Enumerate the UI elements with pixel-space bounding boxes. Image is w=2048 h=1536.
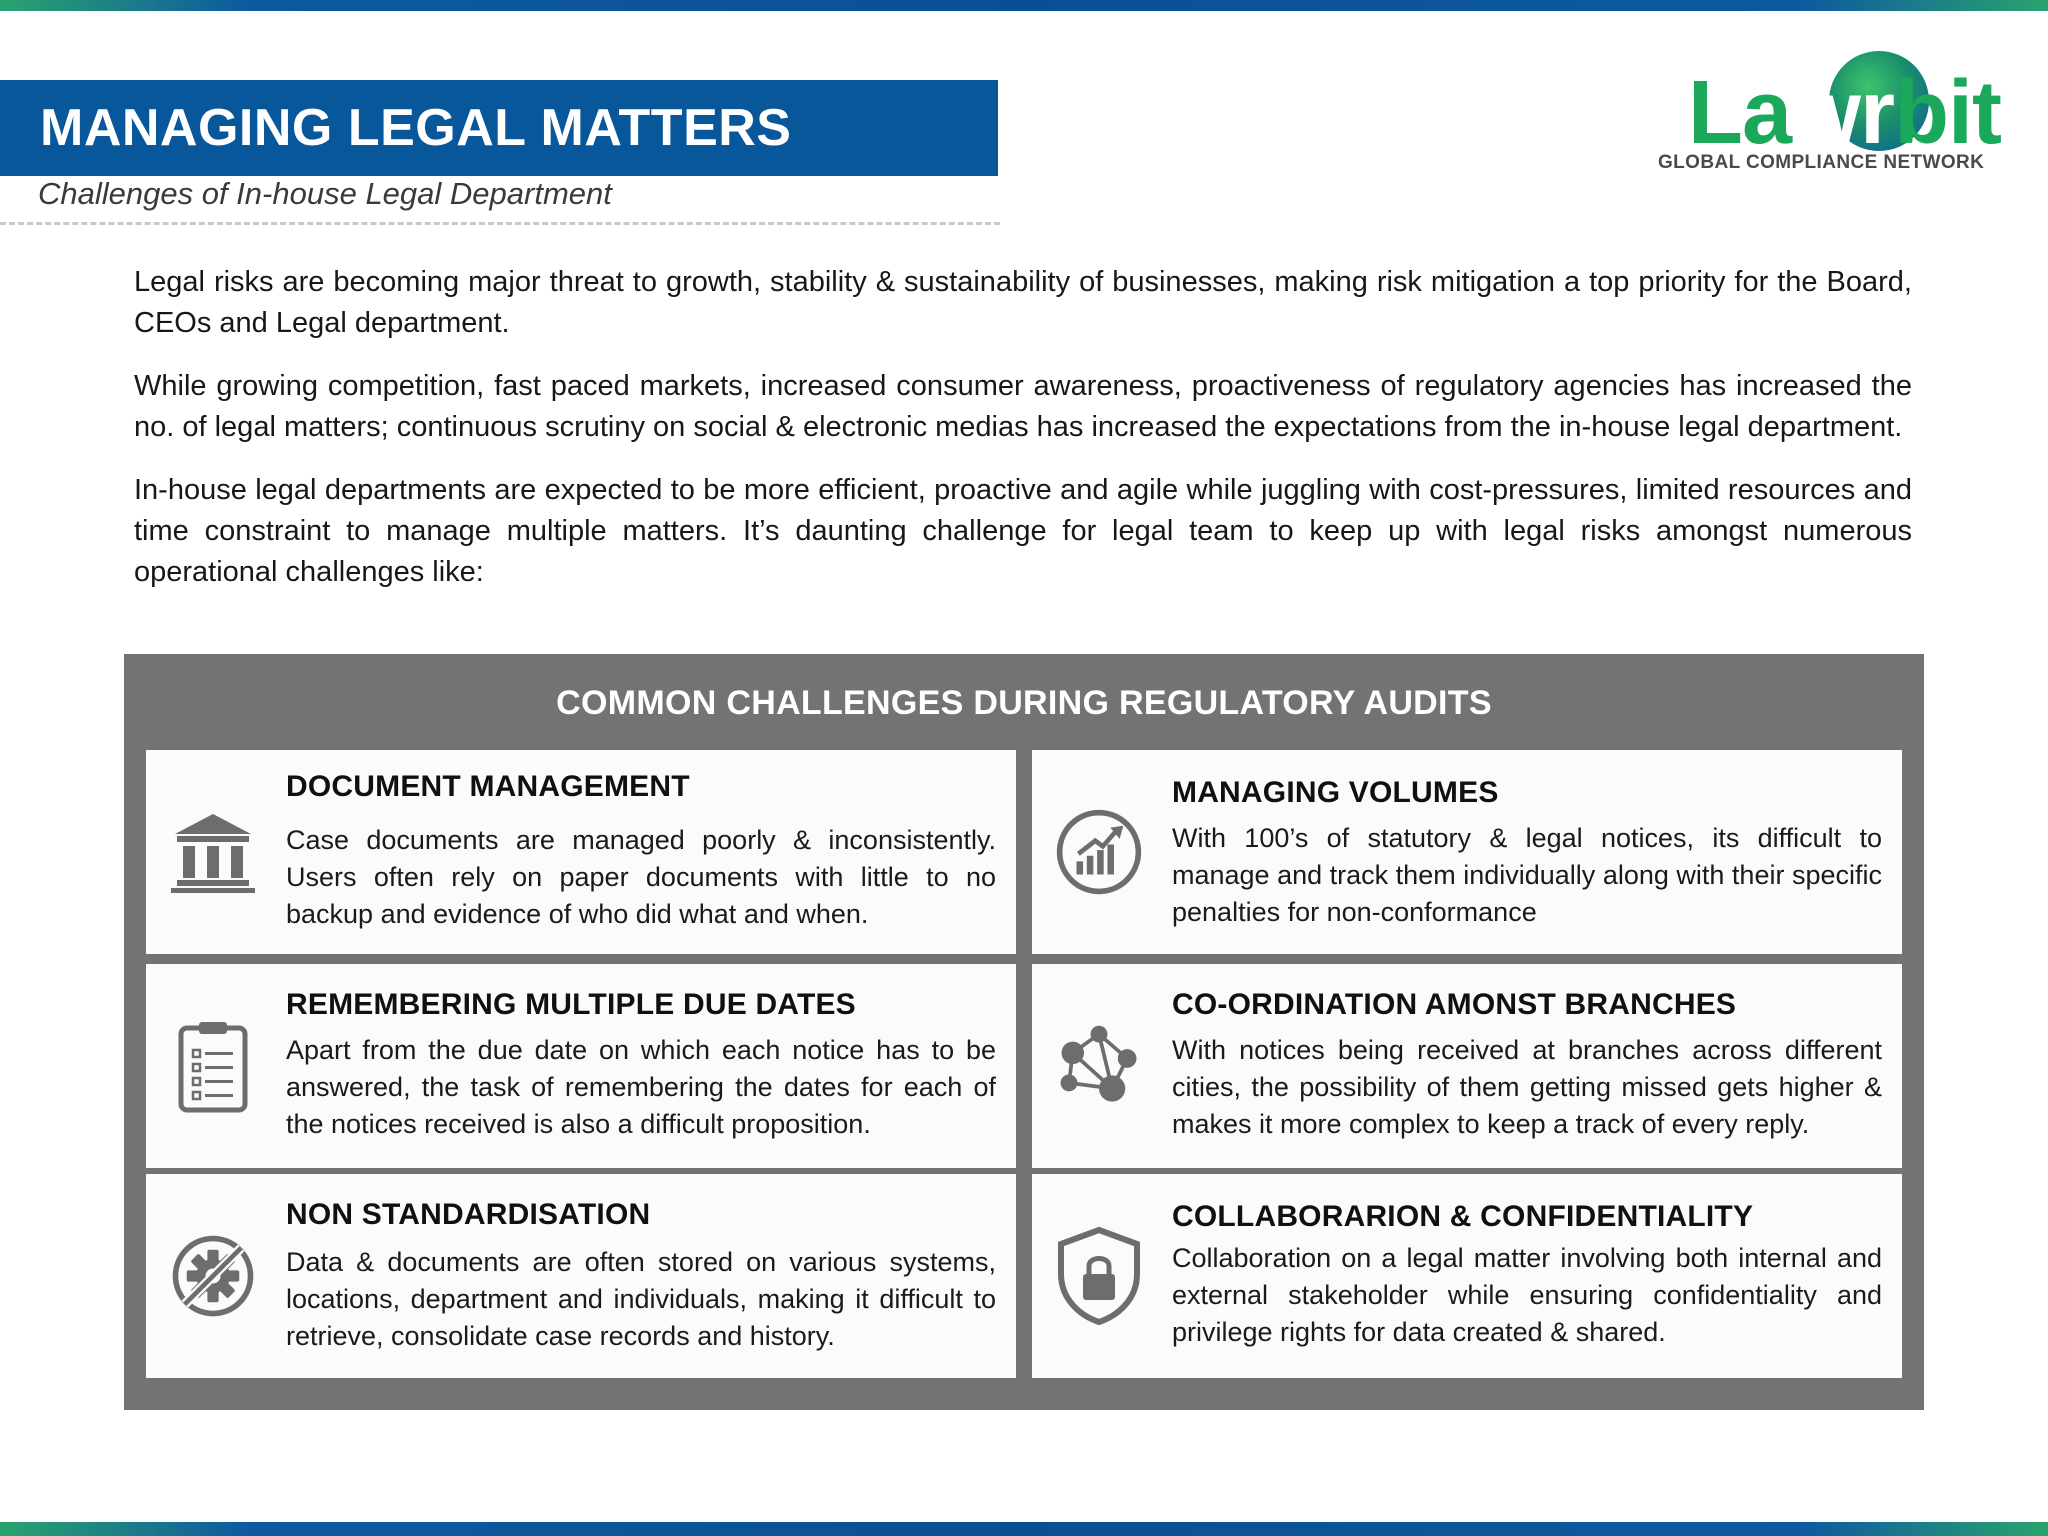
shield-lock-icon bbox=[1054, 1226, 1144, 1326]
clipboard-checklist-icon bbox=[168, 1016, 258, 1116]
growth-chart-icon bbox=[1054, 802, 1144, 902]
divider bbox=[0, 222, 1000, 225]
top-accent-bar bbox=[0, 0, 2048, 11]
challenges-panel bbox=[124, 654, 1924, 1410]
network-nodes-icon bbox=[1054, 1016, 1144, 1116]
challenge-text: Collaboration on a legal matter involving both internal and external stakeholder while ensuring confidentiality and privilege rights for data created & shared. bbox=[1172, 1243, 1882, 1347]
challenge-text: With 100’s of statutory & legal notices, its difficult to manage and track them individually along with their specific penalties for non-conformance bbox=[1172, 823, 1882, 927]
logo-word-pre: La bbox=[1688, 63, 1792, 163]
challenge-card-non-standardisation bbox=[146, 1174, 1016, 1378]
challenge-card-due-dates bbox=[146, 964, 1016, 1168]
lawrbit-logo bbox=[1654, 48, 2014, 178]
challenge-heading: COLLABORARION & CONFIDENTIALITY bbox=[1172, 1200, 1754, 1233]
challenge-heading: CO-ORDINATION AMONST BRANCHES bbox=[1172, 988, 1737, 1021]
intro-text bbox=[134, 262, 1912, 615]
page-subtitle: Challenges of In-house Legal Department bbox=[38, 176, 612, 211]
intro-paragraph: While growing competition, fast paced markets, increased consumer awareness, proactiveness of regulatory agencies has increased the no. of legal matters; continuous scrutiny on social & electronic medias has increased the expectations from the in-house legal department. bbox=[134, 370, 1912, 443]
challenge-card-managing-volumes bbox=[1032, 750, 1902, 954]
bottom-accent-bar bbox=[0, 1522, 2048, 1536]
intro-paragraph: In-house legal departments are expected to be more efficient, proactive and agile while juggling with cost-pressures, limited resources and time constraint to manage multiple matters. It’s daunting challenge for legal team to keep up with legal risks amongst numerous operational challenges like: bbox=[134, 474, 1912, 588]
bank-building-icon bbox=[168, 802, 258, 902]
challenge-text: Apart from the due date on which each notice has to be answered, the task of remembering the dates for each of the notices received is also a difficult proposition. bbox=[286, 1035, 996, 1139]
challenge-heading: MANAGING VOLUMES bbox=[1172, 776, 1499, 809]
challenge-text: With notices being received at branches across different cities, the possibility of them getting missed gets higher & makes it more complex to keep a track of every reply. bbox=[1172, 1035, 1882, 1139]
logo-wordmark bbox=[1688, 63, 2002, 163]
intro-paragraph: Legal risks are becoming major threat to growth, stability & sustainability of businesses, making risk mitigation a top priority for the Board, CEOs and Legal department. bbox=[134, 266, 1912, 339]
challenge-card-collaboration bbox=[1032, 1174, 1902, 1378]
challenge-heading: NON STANDARDISATION bbox=[286, 1198, 651, 1231]
logo-word-mid: wr bbox=[1791, 63, 1895, 163]
logo-word-post: bit bbox=[1894, 63, 2002, 163]
challenges-title: COMMON CHALLENGES DURING REGULATORY AUDITS bbox=[556, 684, 1492, 722]
challenge-text: Case documents are managed poorly & inconsistently. Users often rely on paper documents with little to no backup and evidence of who did what and when. bbox=[286, 825, 996, 929]
logo-tagline: GLOBAL COMPLIANCE NETWORK bbox=[1658, 152, 1985, 173]
challenge-card-document-management bbox=[146, 750, 1016, 954]
challenge-card-coordination bbox=[1032, 964, 1902, 1168]
challenge-heading: DOCUMENT MANAGEMENT bbox=[286, 770, 690, 803]
page-title: MANAGING LEGAL MATTERS bbox=[40, 99, 792, 157]
challenge-heading: REMEMBERING MULTIPLE DUE DATES bbox=[286, 988, 856, 1021]
title-band bbox=[0, 80, 998, 176]
challenge-text: Data & documents are often stored on various systems, locations, department and individuals, making it difficult to retrieve, consolidate case records and history. bbox=[286, 1247, 996, 1351]
no-standard-gear-icon bbox=[168, 1226, 258, 1326]
